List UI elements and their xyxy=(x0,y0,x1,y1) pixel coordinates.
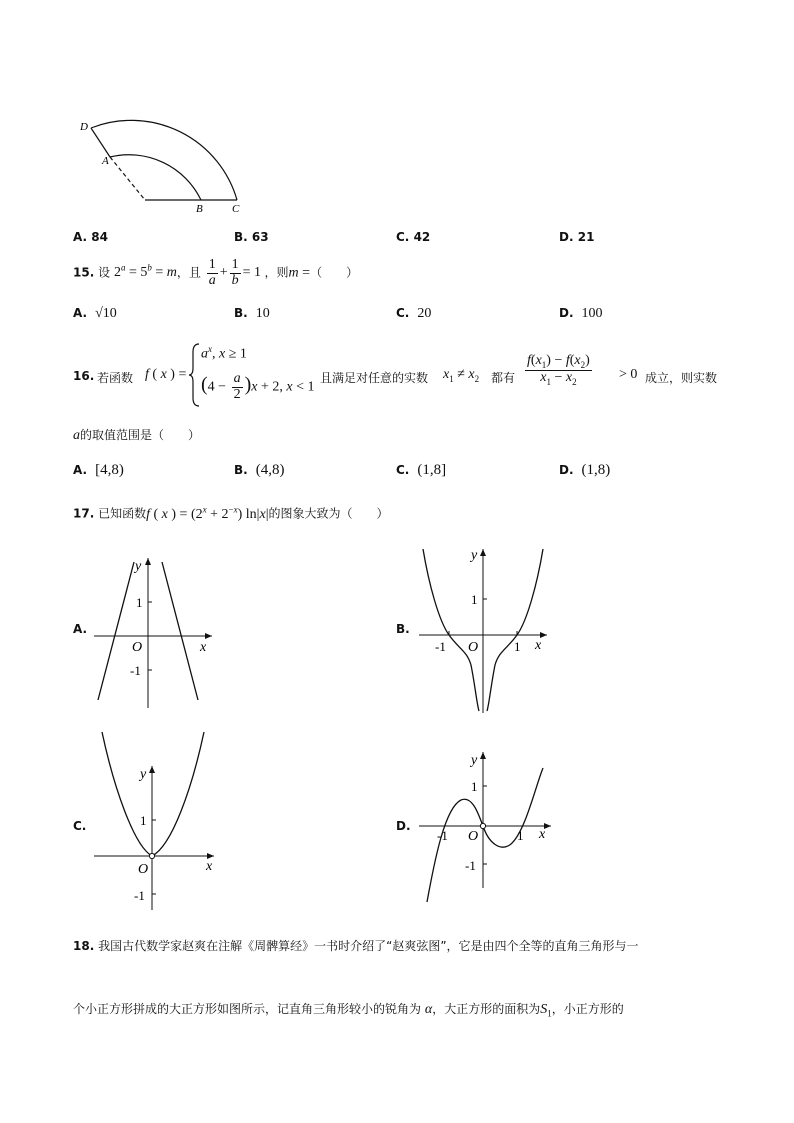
q16-option-b[interactable]: B. (4,8) xyxy=(234,462,285,478)
label-d: D xyxy=(80,121,88,133)
q14-option-c[interactable]: C. 42 xyxy=(396,230,431,244)
q17-option-a[interactable]: A. xyxy=(73,622,88,636)
q16-option-c[interactable]: C. (1,8] xyxy=(396,462,447,478)
svg-text:-1: -1 xyxy=(130,663,141,678)
graph-d xyxy=(415,748,555,903)
svg-text:1: 1 xyxy=(517,828,524,843)
label-c: C xyxy=(232,203,240,215)
graph-c xyxy=(90,728,220,913)
segment-da xyxy=(91,128,110,157)
q14-option-a[interactable]: A. 84 xyxy=(73,230,108,244)
q17-option-b[interactable]: B. xyxy=(396,622,410,636)
question-number: 18. xyxy=(73,939,95,953)
svg-text:x: x xyxy=(206,859,213,874)
svg-text:x: x xyxy=(200,640,207,655)
q15-option-d[interactable]: D. 100 xyxy=(559,306,603,321)
svg-text:1: 1 xyxy=(471,779,478,794)
question-18-line2: 个小正方形拼成的大正方形如图所示，记直角三角形较小的锐角为 α，大正方形的面积为$S_1$，小正方形的 xyxy=(73,1002,624,1019)
q16-option-d[interactable]: D. (1,8) xyxy=(559,462,611,478)
svg-text:O: O xyxy=(132,640,143,655)
fan-figure xyxy=(70,100,270,220)
svg-text:1: 1 xyxy=(514,639,521,654)
q14-option-d[interactable]: D. 21 xyxy=(559,230,595,244)
question-15: 15. 设 $2^a = 5^b = m$，且 $\frac{1}{a}$ + $\frac{1}{b}$ = 1 ，则m =（ ） xyxy=(73,257,359,288)
svg-text:y: y xyxy=(471,753,478,768)
question-number: 15. xyxy=(73,265,95,280)
q17-option-d[interactable]: D. xyxy=(396,819,411,833)
svg-text:x: x xyxy=(539,827,546,842)
svg-text:-1: -1 xyxy=(465,858,476,873)
svg-text:1: 1 xyxy=(140,813,147,828)
svg-text:1: 1 xyxy=(471,592,478,607)
question-number: 16. xyxy=(73,369,95,383)
svg-text:1: 1 xyxy=(136,595,143,610)
q16-option-a[interactable]: A. [4,8) xyxy=(73,462,124,478)
svg-text:y: y xyxy=(140,767,147,782)
q15-option-a[interactable]: A. √10 xyxy=(73,306,117,321)
q15-option-c[interactable]: C. 20 xyxy=(396,306,432,321)
svg-text:y: y xyxy=(471,548,478,563)
svg-text:-1: -1 xyxy=(437,828,448,843)
dashed-segment xyxy=(110,157,145,200)
svg-text:O: O xyxy=(468,640,479,655)
graph-b xyxy=(415,545,555,715)
question-16: 16. 若函数 f ( x ) = $a^x$, x ≥ 1 (4 − $\frac{a}{2}$ )x + 2, x < 1 且满足对任意的实数 $x_1 \ne x_2$ 都有 $\frac{f(x_1) - f(x_2)}{x_1 - x_2}$ > 0 成立，则实数 xyxy=(73,342,733,408)
outer-arc xyxy=(91,120,237,200)
question-18-line1: 18. 我国古代数学家赵爽在注解《周髀算经》一书时介绍了“赵爽弦图”，它是由四个全等的直角三角形与一 xyxy=(73,939,639,953)
question-16-cont: a的取值范围是（ ） xyxy=(73,428,201,443)
q14-option-b[interactable]: B. 63 xyxy=(234,230,269,244)
q15-option-b[interactable]: B. 10 xyxy=(234,306,270,321)
graph-a xyxy=(90,550,220,710)
label-b: B xyxy=(196,203,203,215)
svg-text:O: O xyxy=(138,862,149,877)
question-17: 17. 已知函数f ( x ) = $(2^x + 2^{-x})$ ln|x|的图象大致为（ ） xyxy=(73,504,389,522)
question-number: 17. xyxy=(73,506,95,521)
svg-text:y: y xyxy=(135,559,142,574)
q17-option-c[interactable]: C. xyxy=(73,819,87,833)
inner-arc xyxy=(110,155,201,200)
svg-text:O: O xyxy=(468,829,479,844)
svg-text:x: x xyxy=(535,638,542,653)
svg-text:-1: -1 xyxy=(134,888,145,903)
brace xyxy=(189,342,201,408)
svg-text:-1: -1 xyxy=(435,639,446,654)
label-a: A xyxy=(102,155,109,167)
